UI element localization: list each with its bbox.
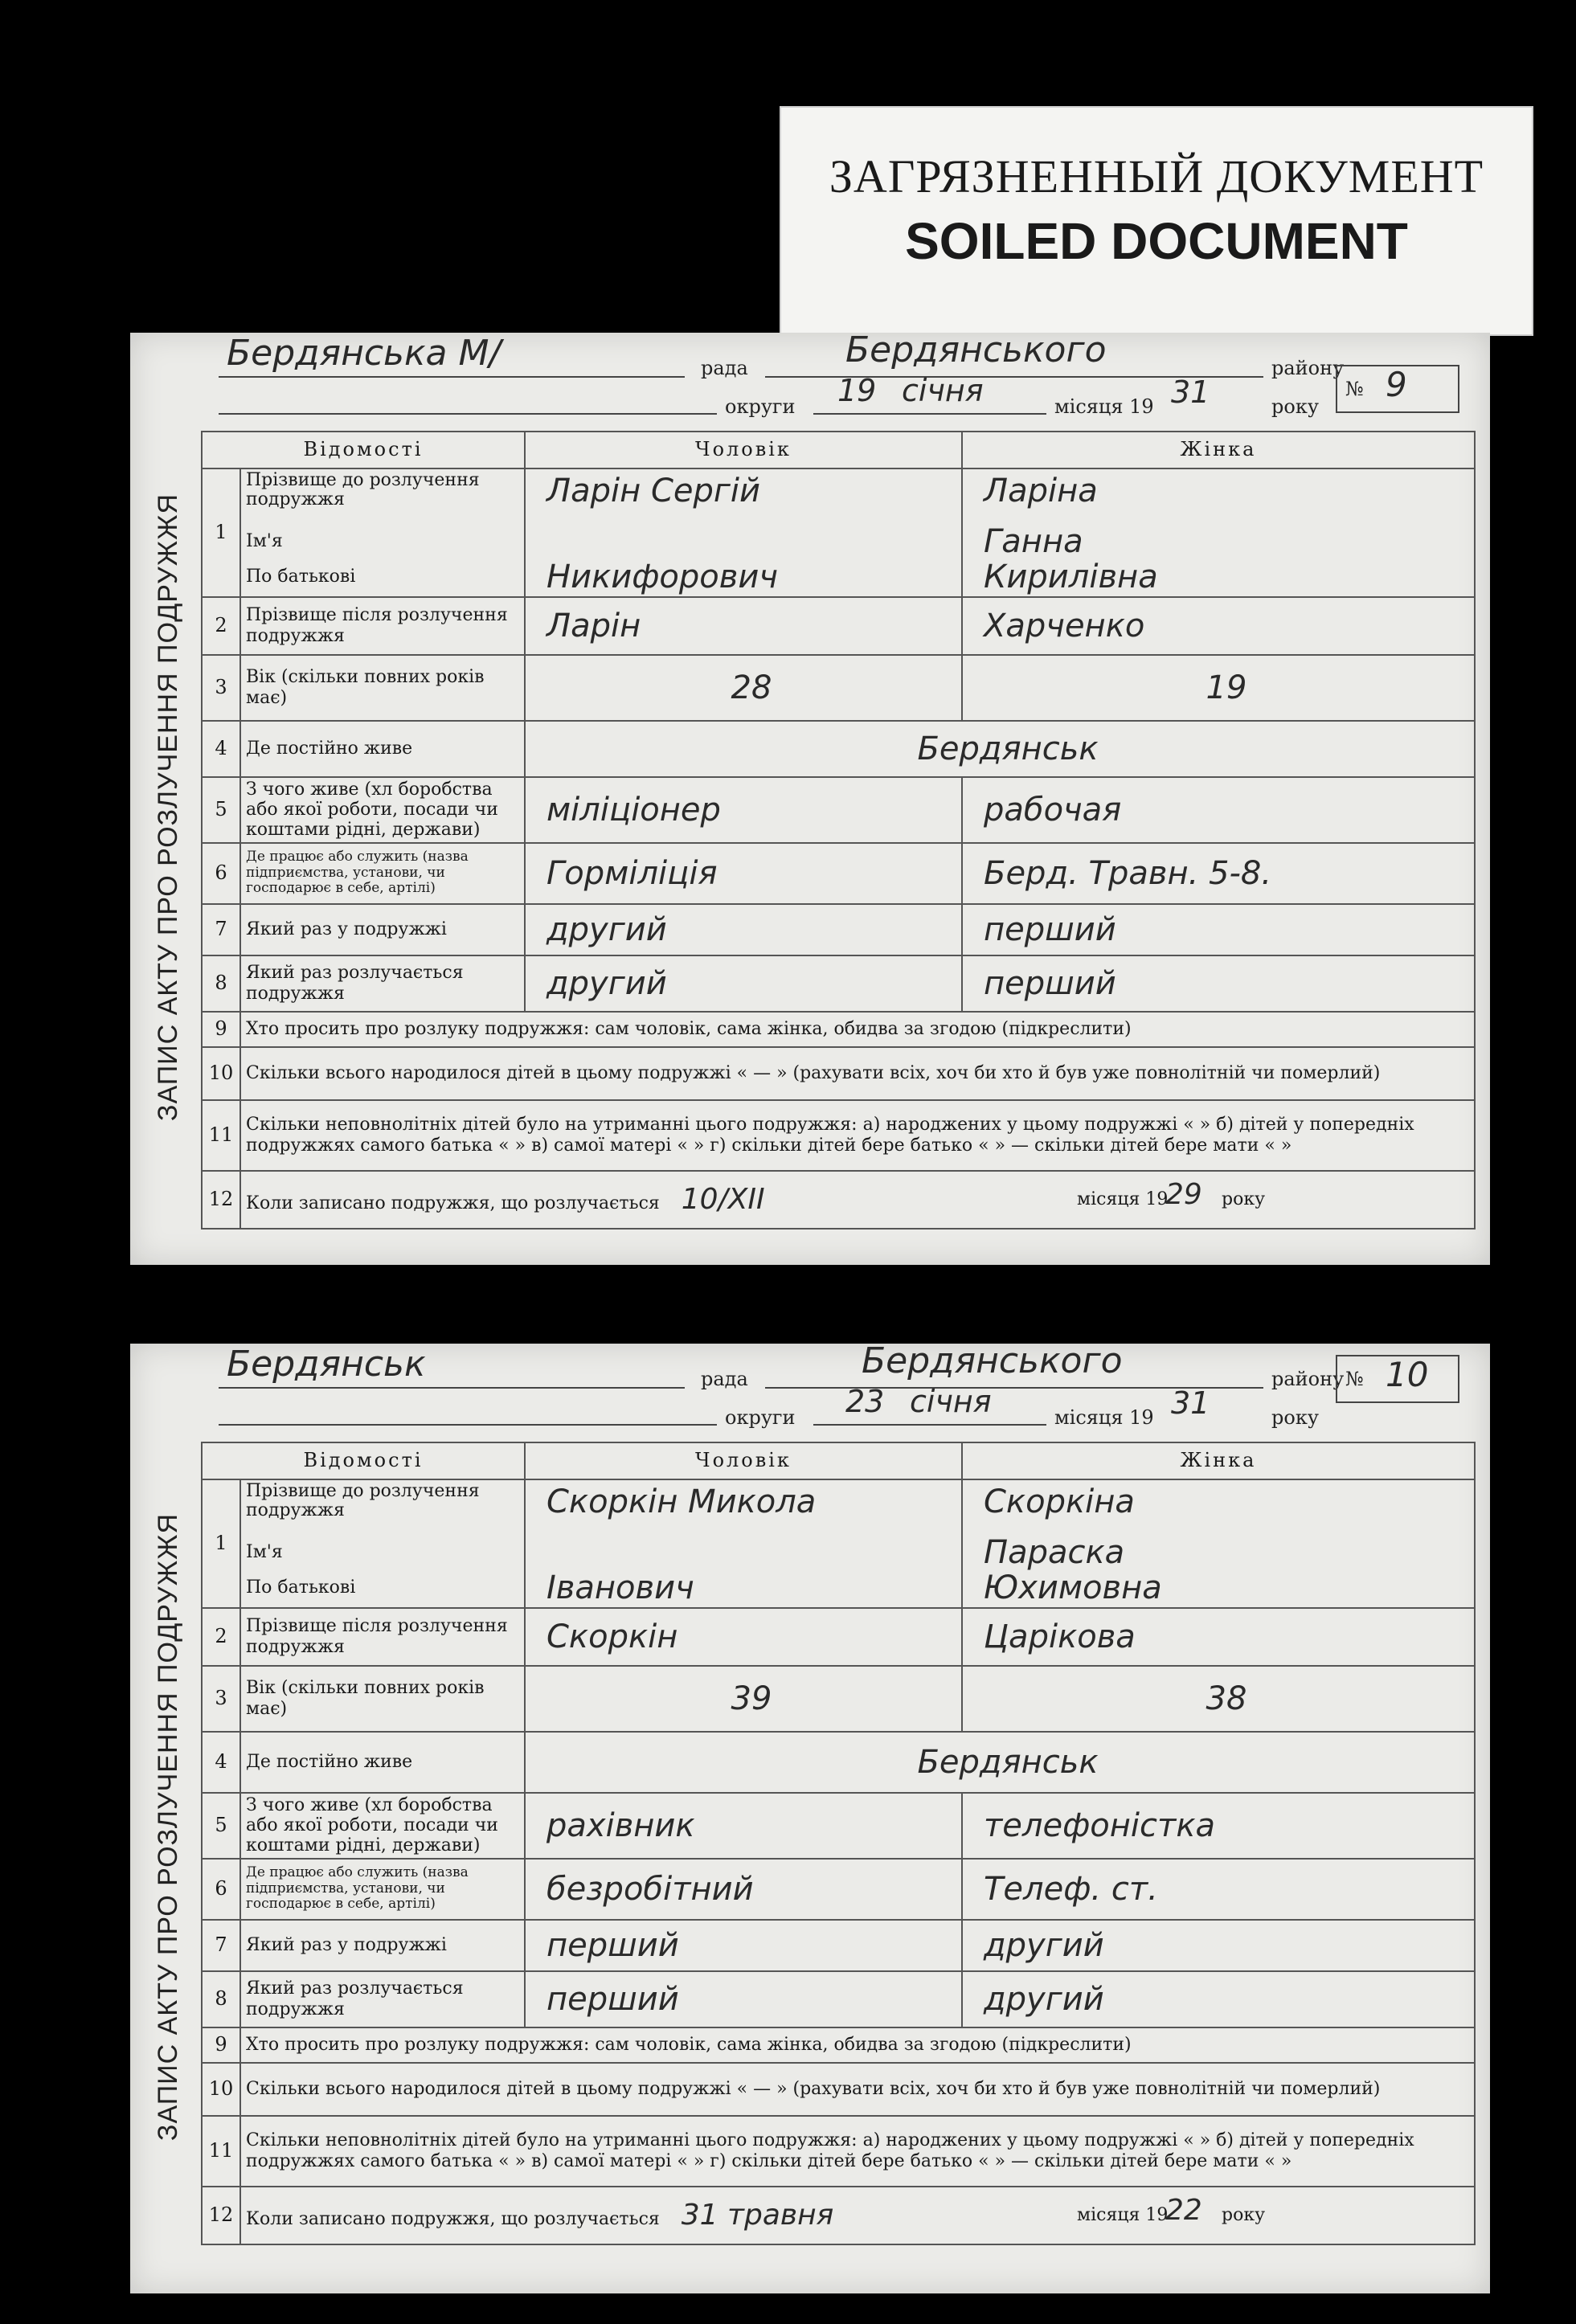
woman-workplace: Телеф. ст. [984, 1870, 1158, 1908]
man-surname: Ларін Сергій [546, 472, 761, 509]
woman-surname-after: Царікова [984, 1618, 1136, 1655]
date-month: січня [902, 373, 984, 408]
residence: Бердянськ [917, 730, 1099, 767]
divorce-record-1 [130, 329, 1490, 1265]
col-woman: Жінка [962, 1442, 1475, 1479]
man-surname-after: Скоркін [546, 1618, 678, 1655]
col-man: Чоловік [525, 1442, 962, 1479]
rayonu-label: району [1271, 1368, 1345, 1390]
man-patronymic: Іванович [546, 1569, 694, 1606]
okrugy-label: округи [725, 1406, 796, 1429]
woman-patronymic: Кирилівна [984, 558, 1158, 595]
woman-divorce-count: другий [984, 1980, 1104, 2018]
soiled-document-stamp [780, 106, 1533, 336]
col-info: Відомості [202, 432, 525, 468]
record-number-box: № 10 [1336, 1355, 1459, 1403]
woman-surname: Скоркіна [984, 1483, 1135, 1520]
man-divorce-count: другий [546, 964, 667, 1002]
man-marriage-count: другий [546, 910, 667, 948]
date-day: 23 [845, 1384, 885, 1419]
man-marriage-count: перший [546, 1926, 679, 1964]
record-table: Відомості Чоловік Жінка 1 Прізвище до розлучення подружжя Ім'я По батькові Ларін Сергій Никифорович Ларіна Ганна Кирилівна 2 Прізвище після розлучення подружжя Ларін Харченко 3 Вік (скільки повних років має) 28 19 4 Де постійно живе Бердянськ 5 З чого живе (хл боробства або якої роботи, посади чи коштами рідні, держави) міліціонер рабочая 6 Де працює або служить (назва підприємства, установи, чи господарює в себе, артілі) Горміліція Берд. Травн. 5-8. 7 Який раз у подружжі другий перший 8 Який раз розлучається подружжя другий перший 9 Хто просить про розлуку подружжя: сам чоловік, сама жінка, обидва за згодою (підкреслити) 10 Скільки всього народилося дітей в цьому подружжі « — » (рахувати всіх, хоч би хто й був уже повнолітній чи померлий) 11 Скільки неповнолітніх дітей було на утриманні цього подружжя: а) народжених у цьому подружжі « » б) дітей у попередніх подружжях самого батька « » в) самої матері « » г) скільки дітей бере батько « » — скільки дітей бере мати « » 12 Коли записано подружжя, що розлучається 10/XII місяця 19 29 року [201, 431, 1476, 1230]
woman-surname-after: Харченко [984, 607, 1145, 644]
col-woman: Жінка [962, 432, 1475, 468]
record-number-box: № 9 [1336, 365, 1459, 413]
registration-date: 10/XII [681, 1182, 765, 1216]
record-table: Відомості Чоловік Жінка 1 Прізвище до розлучення подружжя Ім'я По батькові Скоркін Микола Іванович Скоркіна Параска Юхимовна 2 Прізвище після розлучення подружжя Скоркін Царікова 3 Вік (скільки повних років має) 39 38 4 Де постійно живе Бердянськ 5 З чого живе (хл боробства або якої роботи, посади чи коштами рідні, держави) рахівник телефоністка 6 Де працює або служить (назва підприємства, установи, чи господарює в себе, артілі) безробітний Телеф. ст. 7 Який раз у подружжі перший другий 8 Який раз розлучається подружжя перший другий 9 Хто просить про розлуку подружжя: сам чоловік, сама жінка, обидва за згодою (підкреслити) 10 Скільки всього народилося дітей в цьому подружжі « — » (рахувати всіх, хоч би хто й був уже повнолітній чи померлий) 11 Скільки неповнолітніх дітей було на утриманні цього подружжя: а) народжених у цьому подружжі « » б) дітей у попередніх подружжях самого батька « » в) самої матері « » г) скільки дітей бере батько « » — скільки дітей бере мати « » 12 Коли записано подружжя, що розлучається 31 травня місяця 19 22 року [201, 1442, 1476, 2245]
stamp-line-en: SOILED DOCUMENT [905, 212, 1408, 270]
man-workplace: Горміліція [546, 854, 718, 892]
woman-age: 19 [1206, 669, 1247, 706]
rada-label: рада [701, 357, 748, 379]
woman-workplace: Берд. Травн. 5-8. [984, 854, 1272, 892]
record-number: 9 [1386, 365, 1407, 404]
side-title: ЗАПИС АКТУ ПРО РОЗЛУЧЕННЯ ПОДРУЖЖЯ [153, 493, 184, 1121]
woman-marriage-count: перший [984, 910, 1116, 948]
registration-date: 31 травня [681, 2198, 834, 2232]
col-man: Чоловік [525, 432, 962, 468]
misyatsia-label: місяця 19 [1054, 395, 1154, 418]
stamp-line-ru: ЗАГРЯЗНЕННЫЙ ДОКУМЕНТ [829, 150, 1484, 203]
woman-occupation: телефоністка [984, 1806, 1215, 1844]
man-workplace: безробітний [546, 1870, 754, 1908]
man-patronymic: Никифорович [546, 558, 778, 595]
record-number: 10 [1386, 1355, 1429, 1394]
woman-divorce-count: перший [984, 964, 1116, 1002]
side-title: ЗАПИС АКТУ ПРО РОЗЛУЧЕННЯ ПОДРУЖЖЯ [153, 1512, 184, 2141]
man-surname: Скоркін Микола [546, 1483, 817, 1520]
place-handwritten: Бердянська М/ [227, 333, 501, 374]
man-age: 39 [731, 1680, 772, 1717]
district-handwritten: Бердянського [862, 1340, 1123, 1381]
okrugy-label: округи [725, 395, 796, 418]
roku-label: року [1271, 395, 1319, 418]
woman-patronymic: Юхимовна [984, 1569, 1162, 1606]
registration-year: 22 [1165, 2193, 1202, 2227]
man-age: 28 [731, 669, 772, 706]
woman-age: 38 [1206, 1680, 1247, 1717]
year-handwritten: 31 [1171, 1385, 1210, 1421]
record-header [203, 1340, 1474, 1440]
misyatsia-label: місяця 19 [1054, 1406, 1154, 1429]
date-day: 19 [837, 373, 877, 408]
woman-surname: Ларіна [984, 472, 1098, 509]
record-header [203, 329, 1474, 429]
district-handwritten: Бердянського [845, 329, 1107, 370]
col-info: Відомості [202, 1442, 525, 1479]
residence: Бердянськ [917, 1743, 1099, 1781]
roku-label: року [1271, 1406, 1319, 1429]
woman-occupation: рабочая [984, 791, 1122, 829]
man-occupation: міліціонер [546, 791, 721, 829]
rada-label: рада [701, 1368, 748, 1390]
place-handwritten: Бердянськ [227, 1344, 426, 1385]
divorce-record-2 [130, 1340, 1490, 2293]
woman-name: Параска [984, 1533, 1125, 1571]
woman-name: Ганна [984, 522, 1083, 560]
year-handwritten: 31 [1171, 374, 1210, 410]
man-surname-after: Ларін [546, 607, 641, 644]
woman-marriage-count: другий [984, 1926, 1104, 1964]
man-divorce-count: перший [546, 1980, 679, 2018]
registration-year: 29 [1165, 1177, 1202, 1211]
rayonu-label: району [1271, 357, 1345, 379]
man-occupation: рахівник [546, 1806, 695, 1844]
date-month: січня [910, 1384, 992, 1419]
